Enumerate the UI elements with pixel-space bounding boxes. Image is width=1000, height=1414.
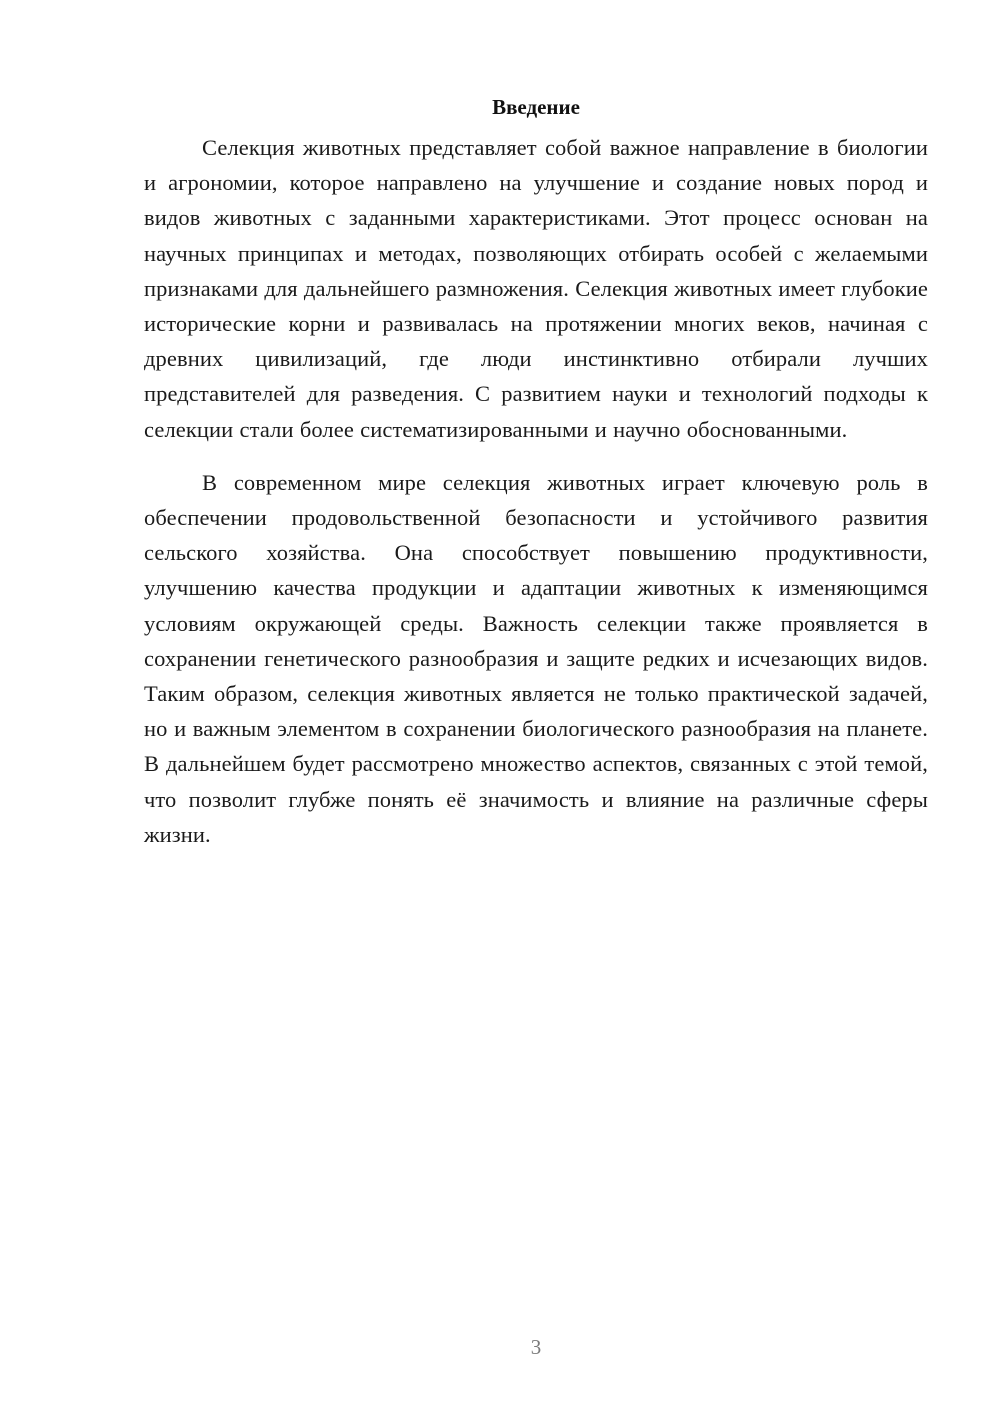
page-content — [144, 92, 928, 852]
page-number: 3 — [530, 1335, 542, 1359]
paragraph-1: Селекция животных представляет собой важное направление в биологии и агрономии, которое направлено на улучшение и создание новых пород и видов животных с заданными характеристиками. Этот процесс основан на научных принципах и методах, позволяющих отбирать особей с желаемыми признаками для дальнейшего размножения. Селекция животных имеет глубокие исторические корни и развивалась на протяжении многих веков, начиная с древних цивилизаций, где люди инстинктивно отбирали лучших представителей для разведения. С развитием науки и технологий подходы к селекции стали более систематизированными и научно обоснованными. — [144, 135, 928, 442]
section-title: Введение — [492, 95, 580, 119]
paragraph-2: В современном мире селекция животных играет ключевую роль в обеспечении продовольственной безопасности и устойчивого развития сельского хозяйства. Она способствует повышению продуктивности, улучшению качества продукции и адаптации животных к изменяющимся условиям окружающей среды. Важность селекции также проявляется в сохранении генетического разнообразия и защите редких и исчезающих видов. Таким образом, селекция животных является не только практической задачей, но и важным элементом в сохранении биологического разнообразия на планете. В дальнейшем будет рассмотрено множество аспектов, связанных с этой темой, что позволит глубже понять её значимость и влияние на различные сферы жизни. — [144, 469, 928, 847]
